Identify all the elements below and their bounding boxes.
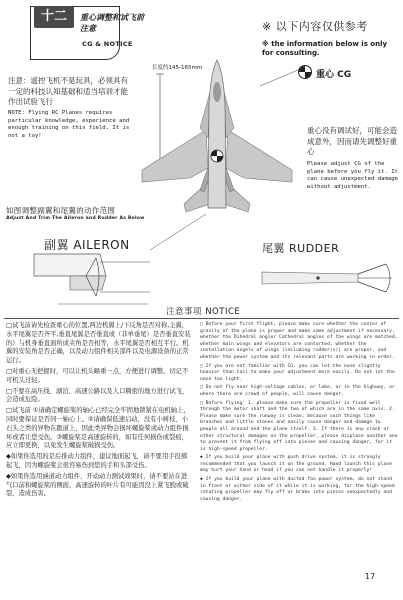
notice-item-zh: □不要在高压线、湖泊、高速公路以及人口稠密的地方进行试飞，会造成危险。 <box>6 387 189 404</box>
length-dimension-label: 长度约145-165mm <box>152 65 203 71</box>
section-title-zh: 重心调整和试飞前注意 <box>80 12 144 33</box>
rudder-label: 尾翼 RUDDER <box>262 242 340 255</box>
notice-column-zh <box>6 322 192 501</box>
notice-item-en: □ Do not fly near high-voltage cables, or lake, or in the highway, or where there are crowd of people, will cause danger. <box>200 385 395 397</box>
plane-top-view-illustration <box>130 58 305 218</box>
aileron-connector <box>58 300 148 314</box>
notice-item-en: □ Before your first flight, please make sure whether the center of gravity of the plane is proper and make some adjustment if necessary, whether the Dihedral angle/ Cathedral angles of the wings are matched, whether main wings and elevators are contorted, whether the installation angels of wings (including rudder(s)) are proper, and whether the power system and its relevant parts are working in order. <box>200 322 398 360</box>
rudder-diagram <box>258 254 398 302</box>
adjust-heading-en: Adjust And Trim The Aileron and Rudder As Below <box>6 216 145 221</box>
reference-note-en: ※ the information below is only for consulting. <box>262 40 388 57</box>
vertical-fin <box>262 272 358 284</box>
canopy <box>213 82 221 102</box>
aileron-surface <box>70 276 106 290</box>
aileron-leader <box>148 212 208 252</box>
notice-item-zh: ◆如果你选用涵道动力组件，开动动力测试效果时，请不要站在进气口前和螺旋桨的侧面，高速旋转的叶片有可能因没上紧飞脱或破裂，造成伤害。 <box>6 472 189 498</box>
notice-item-en: □ If you are not familiar with CG, you can let the nose slightly heavier than tail to make your adjustment more easily. Do not let the nose too light. <box>200 363 395 382</box>
notice-column-en <box>200 322 398 505</box>
notice-item-zh: ◆如果你选用的是后推动力组件，建议地面起飞，请不要用手投掷起飞，因为螺旋桨会很容易伤到您的手和头部受伤。 <box>6 453 188 469</box>
section-title-en: CG & NOTICE <box>82 40 133 48</box>
reference-note-zh: ※ 以下内容仅供参考 <box>262 20 368 33</box>
cg-note-zh: 重心没有调试好，可能会造成意外，因而请先调整好重心 <box>307 126 397 156</box>
notice-item-zh: □对重心无把握时，可以让机头略重一点，方便进行调整。切记不可机头过轻。 <box>6 367 189 384</box>
aileron-label: 副翼 AILERON <box>44 238 130 252</box>
warning-note-zh: 注意：遥控飞机不是玩具，必须具有一定的科技认知基础和适当培训才能作出试验飞行 <box>8 76 128 106</box>
notice-item-en: ◆ If you build your plane with push drive system, it is strongly recommended that you launch it on the ground. Hand launch this plane may hurt your hand or head if you can not handle it properly! <box>200 455 392 474</box>
cg-note-en: Please adjust CG of the plane before you fly it. It can cause unexpected damage without adjustment. <box>307 161 398 190</box>
notice-divider <box>4 318 399 319</box>
adjust-heading-zh: 如图调整副翼和尾翼的动作范围 <box>6 206 116 215</box>
right-wing <box>226 130 292 182</box>
section-number: 十二 <box>34 6 74 28</box>
notice-item-zh: □试飞前 ①请确定螺旋桨的轴心已经完全牢固地锁紧在电机轴上，同时要保证是否同一轴心上。②请确保低速启动，没有小树枝、小石头之类的异物在跑道上，因此类异物会损坏螺旋桨或动力组件损坏或者让您受伤。③螺旋桨是高速旋转的，如有任何损伤或裂痕，应立即更换，以免发生螺旋桨破损受伤。 <box>6 407 190 450</box>
cg-label: 重心 CG <box>316 70 352 80</box>
left-wing <box>142 130 208 182</box>
page-number: 17 <box>365 572 376 581</box>
notice-item-en: □ Before flying: 1. please make sure the propeller is fixed well through the motor shaft and the two of which are in the same axis. 2. Please make sure the runway is clean, because such things like branches and little stones and easily cause danger and damage to people all around and the plane itself. 3. If there is any crack or other structural damages on the propeller, please displace another one to prevent it from flying off into pieces and causing danger, for it is high-speed propeller. <box>200 400 398 452</box>
notice-title: 注意事项 NOTICE <box>166 307 241 317</box>
wing-panel <box>34 254 106 276</box>
notice-item-zh: □试飞前请先检查重心的位置,两边机翼上/下反角是否对称,主翼，水平尾翼是否齐平,垂直尾翼是否垂直或（非单垂尾）是否垂直安装的）与机身垂直面所成夹角是否相等，水平尾翼是否相互平行。机翼的安装角是否正确，以及动力组件相关部件以及电源设备的正常运行。 <box>6 322 191 365</box>
warning-note-en: NOTE: Flying RC Planes requires particular knowledge, experience and enough training on this field. It is not a toy! <box>8 110 130 139</box>
aileron-diagram <box>30 250 160 305</box>
notice-item-en: ◆ If you build your plane with ducted fan power system, do not stand in front or either side of it while it is working, for the high-speed rotating propeller may fly off or brake into pieces unexpectedly and causing danger. <box>200 477 395 502</box>
cg-position-icon <box>211 150 223 162</box>
